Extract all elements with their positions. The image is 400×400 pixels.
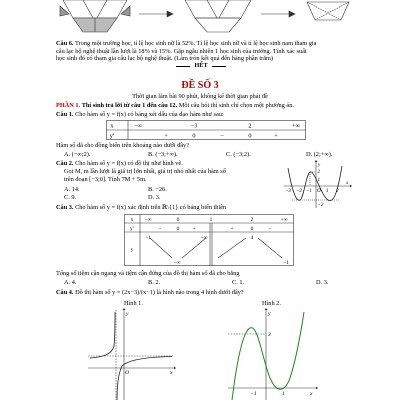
q3-option-b[interactable]: B. 2. (148, 279, 161, 286)
q3-y-max: 4 (250, 235, 254, 241)
q2-option-d[interactable]: D. 3. (148, 194, 161, 201)
q1-option-a[interactable]: A. (−∞;2). (64, 151, 91, 158)
q3-question: Tổng số tiệm cận ngang và tiệm cận đứng của đồ thị hàm số đã cho bằng (56, 270, 240, 277)
q2-text3: trên đoạn [−3;0]. Tính 7M + 5m. (64, 176, 147, 183)
q2-graph (282, 160, 352, 210)
q3-x-pos-inf: +∞ (280, 217, 288, 223)
q3-x-1: 1 (209, 217, 213, 223)
part1-label: PHẦN 1. (56, 102, 81, 109)
q3-x-2: 2 (250, 217, 254, 223)
q1-text: Cho hàm số y = f(x) có bảng xét dấu của đạo hàm như sau: (75, 111, 224, 118)
q4-figure-1 (84, 308, 176, 400)
q2-option-c[interactable]: C. 9. (64, 194, 77, 201)
q3-x-0: 0 (176, 217, 180, 223)
part1-heading (56, 102, 294, 110)
q2-label: Câu 2. (56, 160, 74, 167)
q3-x-neg-inf: −∞ (144, 217, 152, 223)
q3-y-start: −1 (145, 235, 151, 241)
q1-y-sign3: + (274, 132, 278, 140)
q3-yp-sign3: + (230, 226, 234, 232)
q2-tick-x2: 2 (336, 189, 339, 194)
q1-x-label: x (110, 122, 114, 130)
q3-y-end: −1 (283, 260, 289, 266)
part1-text: Thí sinh trả lời từ câu 1 đến câu 12. (81, 102, 178, 109)
q1-option-d[interactable]: D. (2;+∞). (306, 151, 333, 158)
q1-x-m3: −3 (190, 122, 198, 130)
q4-fig2-y-label: y (268, 311, 271, 317)
end-mark: HẾT (190, 62, 212, 70)
q4-fig1-x-label: x (170, 370, 173, 376)
q1-x-neg-inf: −∞ (133, 122, 143, 130)
q1-option-c[interactable]: C. (−3;2). (226, 151, 251, 158)
q4-fig1-origin: O (125, 370, 129, 376)
q2-tick-x1: 1 (326, 189, 329, 194)
q4-fig2-tick-3: 3 (268, 332, 271, 338)
q3-stem (56, 204, 226, 212)
exam-title: ĐỀ SỐ 3 (181, 80, 219, 91)
q2-tick-m1: −1 (306, 189, 312, 194)
q4-fig2-caption: Hình 2. (262, 300, 281, 307)
q1-label: Câu 1. (56, 111, 74, 118)
q3-label: Câu 3. (56, 204, 74, 211)
q1-y-sign1: + (164, 132, 168, 140)
q4-stem (56, 289, 244, 297)
q1-y-label: y′ (109, 132, 115, 140)
q3-yp-zero2: 0 (250, 226, 254, 232)
q4-text: Đồ thị hàm số y = (2x−3)/(x−1) là hình nào trong 4 hình dưới đây? (75, 289, 244, 296)
q3-x-label: x (130, 217, 134, 223)
q3-y-min: −∞ (173, 260, 181, 266)
q3-text: Cho hàm số y = f(x) xác định trên ℝ\{1} có bảng biến thiên (75, 204, 227, 211)
q2-tick-2: 2 (317, 170, 320, 175)
exam-subtitle: Thời gian làm bài 90 phút, không kể thời gian phát đề (132, 93, 268, 100)
q2-tick-1: 1 (317, 178, 320, 183)
q6-label: Câu 6. (56, 40, 74, 47)
q6-text1: Trong một trường học, tỉ lệ học sinh nữ là 52%. Tỉ lệ học sinh nữ và tỉ lệ học sinh nam tham gia (74, 40, 317, 47)
q4-fig1-caption: Hình 1. (124, 300, 143, 307)
q2-y-label: y (318, 163, 321, 168)
q2-option-a[interactable]: A. 14. (64, 186, 80, 193)
q3-yp-zero1: 0 (176, 226, 180, 232)
q3-option-a[interactable]: A. 4. (64, 279, 77, 286)
q1-option-b[interactable]: B. (−3;+∞). (148, 151, 178, 158)
q1-y-zero2: 0 (248, 132, 252, 140)
q1-x-2: 2 (248, 122, 252, 130)
q2-text2: Gọi M, m lần lượt là giá trị lớn nhất, giá trị nhỏ nhất của hàm số (64, 168, 226, 175)
q4-fig2-tick-m1: −1 (250, 391, 257, 397)
q1-y-sign2: − (220, 132, 224, 140)
q4-label: Câu 4. (56, 289, 74, 296)
q1-question: Hàm số đã cho đồng biến trên khoảng nào dưới đây? (56, 142, 189, 149)
top-figure (55, 0, 355, 36)
q6-line2: câu lạc bộ nghệ thuật lần lượt là 18% và 15%. Gặp ngẫu nhiên 1 học sinh của trường. Tính xác suất (56, 47, 307, 55)
part1-tail: Mỗi câu hỏi thí sinh chỉ chọn một phương án. (178, 102, 294, 109)
q2-tick-m3: −3 (285, 189, 291, 194)
q4-fig1-y-label: y (126, 311, 129, 317)
q3-y-label: y (130, 247, 134, 253)
q1-y-zero1: 0 (192, 132, 196, 140)
q3-yp-sign1: − (158, 226, 162, 232)
q2-x-label: x (346, 181, 349, 186)
q6-line1 (56, 40, 316, 48)
q3-variation-table (124, 214, 294, 266)
q3-option-c[interactable]: C. 1. (232, 279, 245, 286)
q4-figure-2 (226, 308, 318, 400)
q1-x-pos-inf: +∞ (291, 122, 301, 130)
q3-option-d[interactable]: D. 3. (316, 279, 329, 286)
q3-yp-label: y′ (130, 226, 134, 232)
q4-fig2-tick-1: 1 (282, 391, 285, 397)
q1-stem (56, 111, 224, 119)
q3-y-left-of-1: +∞ (200, 235, 208, 241)
q2-option-b[interactable]: B. −26. (148, 186, 167, 193)
q2-origin: O (317, 189, 321, 194)
q2-tick-m2: −2 (296, 189, 302, 194)
q1-sign-table (106, 120, 306, 140)
q3-yp-sign2: + (192, 226, 196, 232)
q2-tick-ym2: −2 (317, 203, 324, 208)
q2-text1: Cho hàm số y = f(x) có đồ thị như hình vẽ. (75, 160, 183, 167)
q3-yp-sign4: − (268, 226, 272, 232)
q4-fig2-x-label: x (310, 391, 313, 397)
q2-stem (56, 160, 183, 168)
q6-line3: học sinh đó có tham gia câu lạc bộ nghệ thuật. (Làm tròn kết quả đến hàng phần trăm) (56, 55, 273, 62)
